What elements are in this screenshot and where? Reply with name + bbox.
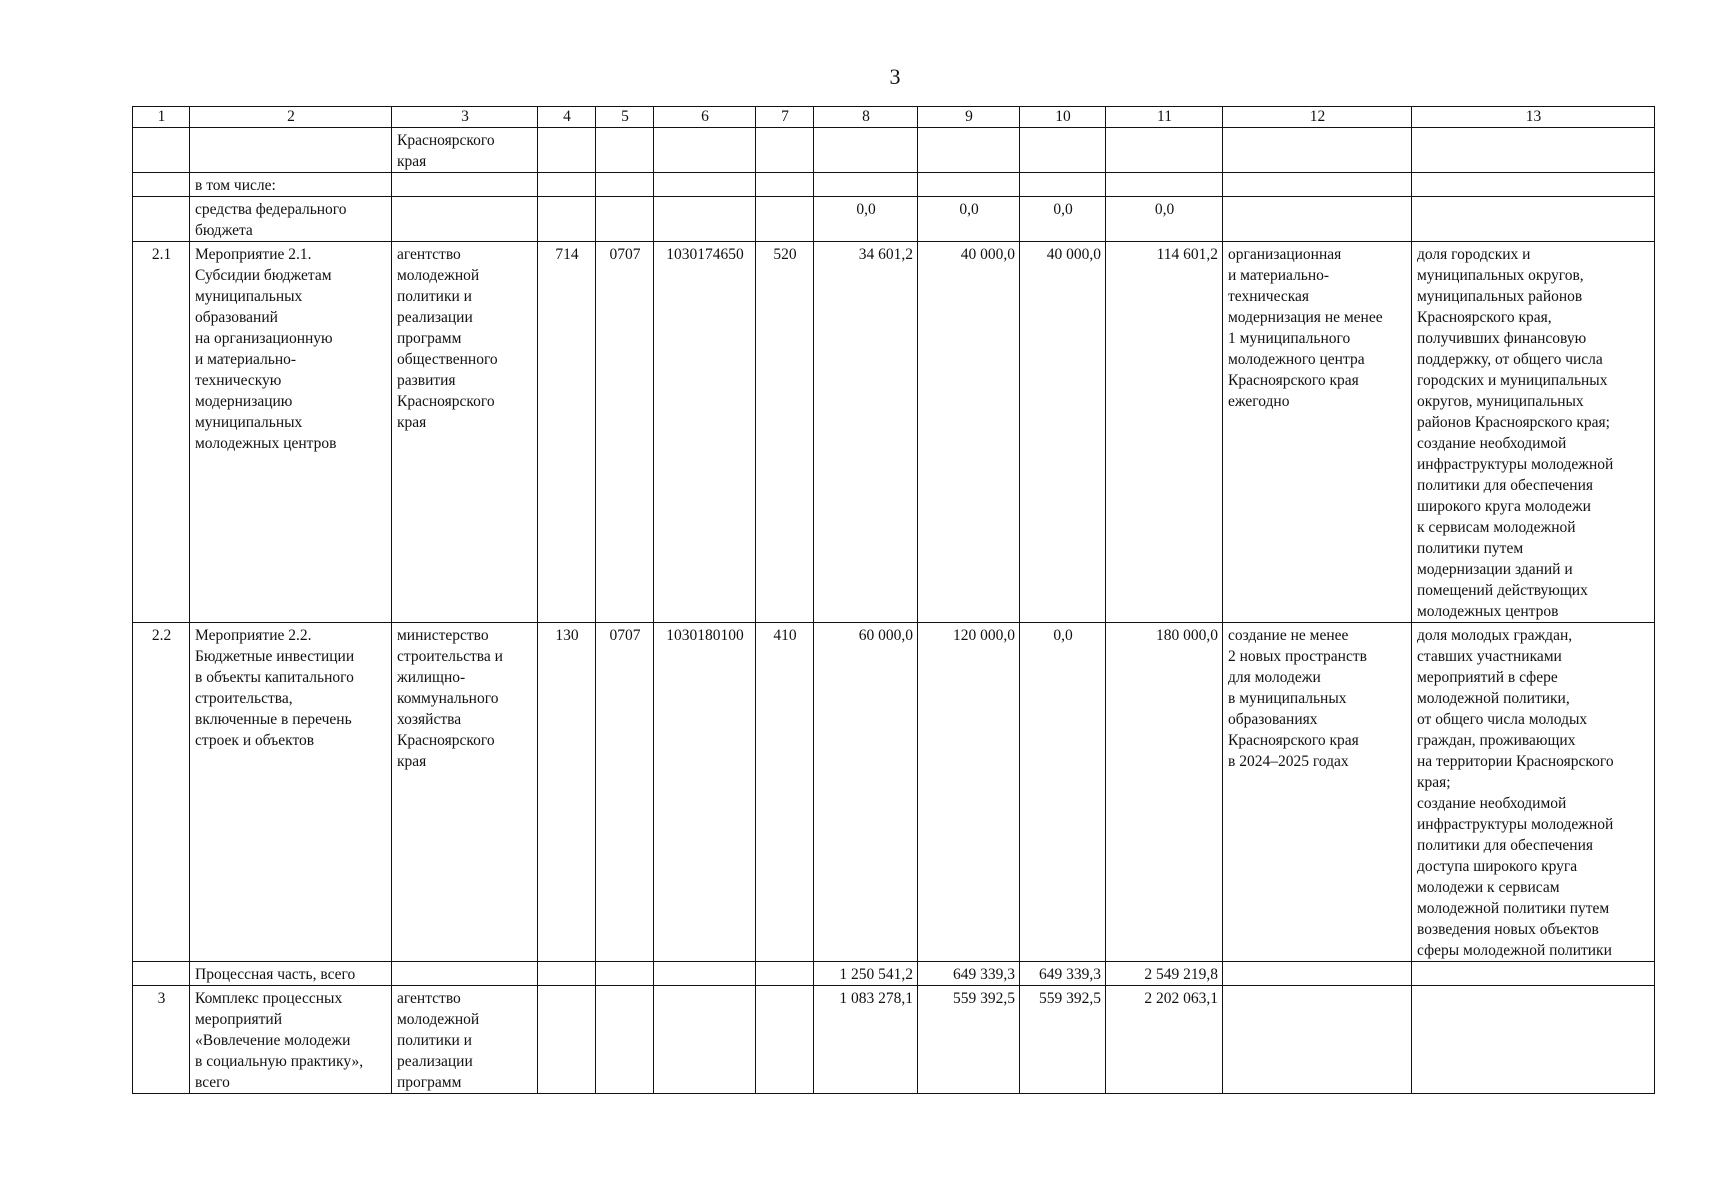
cell-executor: [392, 173, 538, 197]
cell-total: [1106, 128, 1223, 173]
column-header: 9: [918, 107, 1020, 128]
cell-section: [596, 986, 654, 1094]
budget-table: [132, 106, 1655, 1094]
cell-number: 2.1: [133, 242, 190, 623]
cell-expense-type: [756, 962, 814, 986]
cell-number: [133, 962, 190, 986]
cell-year-1: [814, 128, 918, 173]
cell-result: организационная и материально- техническая модернизация не менее 1 муниципального молодежного центра Красноярского края ежегодно: [1223, 242, 1412, 623]
cell-executor: [392, 962, 538, 986]
column-header: 2: [190, 107, 392, 128]
cell-grbs: [538, 986, 596, 1094]
cell-year-1: [814, 173, 918, 197]
cell-number: 3: [133, 986, 190, 1094]
cell-result: [1223, 173, 1412, 197]
cell-result: создание не менее 2 новых пространств для молодежи в муниципальных образованиях Красноярского края в 2024–2025 годах: [1223, 623, 1412, 962]
cell-indicator: [1412, 173, 1655, 197]
cell-year-2: 40 000,0: [918, 242, 1020, 623]
cell-year-1: 60 000,0: [814, 623, 918, 962]
cell-grbs: 130: [538, 623, 596, 962]
cell-expense-type: [756, 197, 814, 242]
cell-year-2: 649 339,3: [918, 962, 1020, 986]
cell-result: [1223, 962, 1412, 986]
cell-year-1: 34 601,2: [814, 242, 918, 623]
cell-target-article: [654, 986, 756, 1094]
cell-executor: [392, 197, 538, 242]
cell-target-article: [654, 128, 756, 173]
cell-expense-type: [756, 173, 814, 197]
column-header: 10: [1020, 107, 1106, 128]
cell-result: [1223, 128, 1412, 173]
column-header: 12: [1223, 107, 1412, 128]
cell-name: Процессная часть, всего: [190, 962, 392, 986]
cell-indicator: [1412, 128, 1655, 173]
header-row: [133, 107, 1655, 128]
column-header: 6: [654, 107, 756, 128]
cell-indicator: [1412, 986, 1655, 1094]
cell-indicator: доля молодых граждан, ставших участниками мероприятий в сфере молодежной политики, от общего числа молодых граждан, проживающих на территории Красноярского края; создание необходимой инфраструктуры молодежной политики для обеспечения доступа широкого круга молодежи к сервисам молодежной политики путем возведения новых объектов сферы молодежной политики: [1412, 623, 1655, 962]
cell-section: [596, 173, 654, 197]
cell-result: [1223, 197, 1412, 242]
cell-grbs: [538, 197, 596, 242]
cell-indicator: [1412, 962, 1655, 986]
cell-grbs: [538, 128, 596, 173]
cell-name: Комплекс процессных мероприятий «Вовлечение молодежи в социальную практику», всего: [190, 986, 392, 1094]
cell-section: [596, 962, 654, 986]
cell-target-article: 1030174650: [654, 242, 756, 623]
cell-section: 0707: [596, 623, 654, 962]
cell-total: 2 549 219,8: [1106, 962, 1223, 986]
cell-result: [1223, 986, 1412, 1094]
cell-year-3: [1020, 173, 1106, 197]
cell-year-3: 0,0: [1020, 623, 1106, 962]
table-row: [133, 197, 1655, 242]
cell-expense-type: [756, 128, 814, 173]
cell-expense-type: 520: [756, 242, 814, 623]
cell-total: 2 202 063,1: [1106, 986, 1223, 1094]
cell-year-2: 120 000,0: [918, 623, 1020, 962]
column-header: 1: [133, 107, 190, 128]
cell-target-article: [654, 197, 756, 242]
table-row: [133, 962, 1655, 986]
cell-executor: агентство молодежной политики и реализации программ: [392, 986, 538, 1094]
column-header: 7: [756, 107, 814, 128]
cell-grbs: 714: [538, 242, 596, 623]
cell-name: Мероприятие 2.1. Субсидии бюджетам муниципальных образований на организационную и материально- техническую модернизацию муниципальных молодежных центров: [190, 242, 392, 623]
cell-name: в том числе:: [190, 173, 392, 197]
cell-year-2: [918, 173, 1020, 197]
cell-section: [596, 128, 654, 173]
cell-number: [133, 197, 190, 242]
table-row: [133, 128, 1655, 173]
column-header: 5: [596, 107, 654, 128]
cell-year-2: [918, 128, 1020, 173]
column-header: 13: [1412, 107, 1655, 128]
column-header: 4: [538, 107, 596, 128]
cell-year-3: 0,0: [1020, 197, 1106, 242]
cell-year-1: 0,0: [814, 197, 918, 242]
cell-name: средства федерального бюджета: [190, 197, 392, 242]
cell-target-article: [654, 962, 756, 986]
cell-total: 0,0: [1106, 197, 1223, 242]
cell-section: 0707: [596, 242, 654, 623]
cell-total: 114 601,2: [1106, 242, 1223, 623]
cell-target-article: [654, 173, 756, 197]
table-row: [133, 242, 1655, 623]
cell-number: 2.2: [133, 623, 190, 962]
cell-year-1: 1 083 278,1: [814, 986, 918, 1094]
cell-number: [133, 128, 190, 173]
cell-number: [133, 173, 190, 197]
cell-grbs: [538, 962, 596, 986]
column-header: 3: [392, 107, 538, 128]
cell-expense-type: 410: [756, 623, 814, 962]
table-row: [133, 173, 1655, 197]
cell-executor: Красноярского края: [392, 128, 538, 173]
table-row: [133, 623, 1655, 962]
cell-year-3: 40 000,0: [1020, 242, 1106, 623]
column-header: 8: [814, 107, 918, 128]
cell-year-2: 559 392,5: [918, 986, 1020, 1094]
cell-executor: агентство молодежной политики и реализации программ общественного развития Красноярского края: [392, 242, 538, 623]
table-row: [133, 986, 1655, 1094]
cell-total: 180 000,0: [1106, 623, 1223, 962]
cell-year-3: 649 339,3: [1020, 962, 1106, 986]
cell-year-1: 1 250 541,2: [814, 962, 918, 986]
cell-executor: министерство строительства и жилищно- коммунального хозяйства Красноярского края: [392, 623, 538, 962]
cell-expense-type: [756, 986, 814, 1094]
cell-target-article: 1030180100: [654, 623, 756, 962]
cell-year-3: [1020, 128, 1106, 173]
cell-section: [596, 197, 654, 242]
cell-name: Мероприятие 2.2. Бюджетные инвестиции в объекты капитального строительства, включенные в перечень строек и объектов: [190, 623, 392, 962]
cell-year-3: 559 392,5: [1020, 986, 1106, 1094]
cell-name: [190, 128, 392, 173]
cell-total: [1106, 173, 1223, 197]
cell-year-2: 0,0: [918, 197, 1020, 242]
cell-indicator: [1412, 197, 1655, 242]
page-number: 3: [889, 64, 901, 89]
column-header: 11: [1106, 107, 1223, 128]
cell-grbs: [538, 173, 596, 197]
cell-indicator: доля городских и муниципальных округов, муниципальных районов Красноярского края, получивших финансовую поддержку, от общего числа городских и муниципальных округов, муниципальных районов Красноярского края; создание необходимой инфраструктуры молодежной политики для обеспечения широкого круга молодежи к сервисам молодежной политики путем модернизации зданий и помещений действующих молодежных центров: [1412, 242, 1655, 623]
